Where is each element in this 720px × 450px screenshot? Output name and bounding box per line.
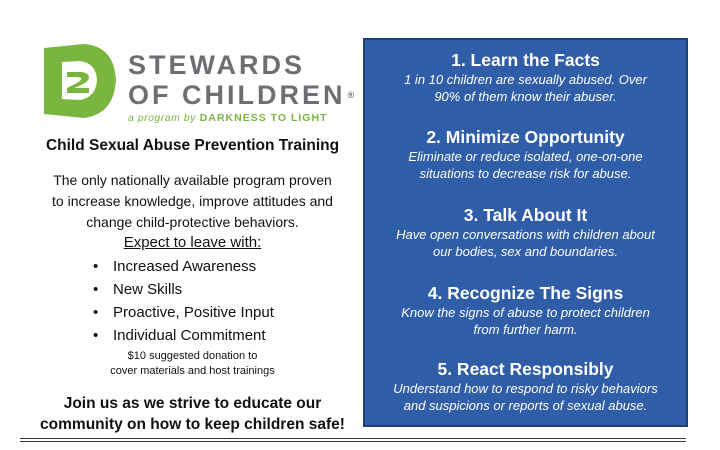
list-item: • New Skills [93, 278, 274, 301]
logo-tagline: a program by DARKNESS TO LIGHT [128, 112, 328, 124]
step-react-responsibly [365, 358, 686, 414]
step-text: from further harm. [473, 322, 578, 337]
step-title: 1. Learn the Facts [451, 50, 600, 70]
program-description [20, 170, 365, 233]
step-text: Understand how to respond to risky behaviors [393, 381, 658, 396]
logo-line-children: OF CHILDREN ® [128, 80, 355, 110]
step-title: 2. Minimize Opportunity [426, 127, 625, 147]
step-text: 90% of them know their abuser. [434, 89, 617, 104]
bottom-divider [20, 438, 686, 442]
list-item: • Proactive, Positive Input [93, 301, 274, 324]
donation-line: cover materials and host trainings [110, 365, 275, 377]
registered-mark: ® [347, 90, 355, 100]
step-recognize-signs [365, 282, 686, 338]
join-line: community on how to keep children safe! [40, 416, 345, 433]
takeaways-list [93, 255, 274, 347]
step-text: Know the signs of abuse to protect children [401, 305, 650, 320]
expect-heading: Expect to leave with: [123, 234, 262, 251]
step-learn-facts [365, 49, 686, 105]
donation-note [20, 349, 365, 379]
step-text: situations to decrease risk for abuse. [419, 166, 632, 181]
d2l-logo-mark-icon [40, 40, 122, 122]
step-text: our bodies, sex and boundaries. [432, 244, 618, 259]
step-title: 4. Recognize The Signs [427, 283, 624, 303]
step-text: 1 in 10 children are sexually abused. Over [404, 72, 647, 87]
training-title: Child Sexual Abuse Prevention Training [45, 137, 340, 154]
description-line: to increase knowledge, improve attitudes and [52, 193, 333, 209]
step-text: Eliminate or reduce isolated, one-on-one [408, 149, 643, 164]
five-steps-panel [363, 38, 688, 427]
step-title: 3. Talk About It [463, 205, 588, 225]
description-line: change child-protective behaviors. [86, 214, 299, 230]
description-line: The only nationally available program proven [53, 172, 332, 188]
stewards-logo [40, 40, 360, 130]
logo-line-stewards: STEWARDS [128, 50, 306, 80]
logo-wordmark [128, 50, 354, 124]
list-item: • Individual Commitment [93, 324, 274, 347]
call-to-action [20, 393, 365, 435]
step-title: 5. React Responsibly [437, 359, 614, 379]
step-talk-about-it [365, 204, 686, 260]
donation-line: $10 suggested donation to [127, 350, 258, 362]
step-text: and suspicions or reports of sexual abuse. [403, 398, 648, 413]
step-text: Have open conversations with children about [396, 227, 655, 242]
list-item: • Increased Awareness [93, 255, 274, 278]
step-minimize-opportunity [365, 126, 686, 182]
join-line: Join us as we strive to educate our [63, 395, 322, 412]
